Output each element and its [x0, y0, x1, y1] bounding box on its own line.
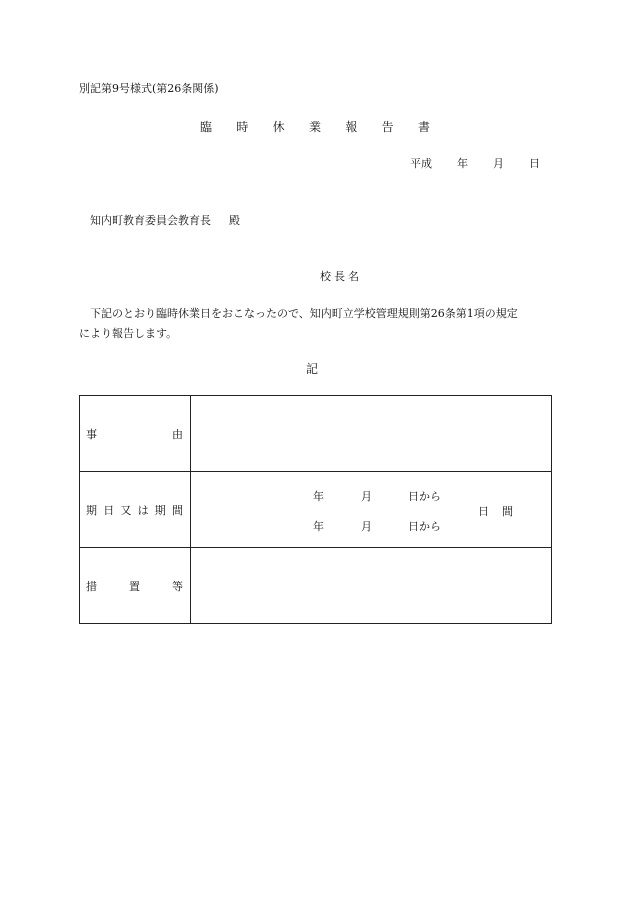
form-number: 別記第9号様式(第26条関係): [79, 82, 219, 95]
body-line-2: により報告します。: [79, 327, 178, 340]
table-row: [80, 548, 552, 624]
period-from: 日から: [408, 520, 441, 533]
date-year: 年: [457, 157, 468, 170]
period-month: 月: [361, 520, 372, 533]
period-year: 年: [313, 490, 324, 503]
date-line: [410, 155, 540, 171]
label-char: 期: [86, 503, 97, 517]
label-char: 措: [86, 579, 97, 593]
label-char: 由: [172, 427, 183, 441]
measures-label-cell: [80, 548, 191, 624]
label-char: 等: [172, 579, 183, 593]
principal-name-label: 校長名: [320, 270, 362, 283]
reason-label-cell: [80, 396, 191, 472]
body-text: [79, 304, 554, 344]
title-char: 告: [381, 120, 394, 134]
period-second-line: [313, 518, 441, 534]
title-char: 時: [236, 120, 249, 134]
reason-label: [80, 426, 190, 442]
table-row: [80, 472, 552, 548]
reason-value-cell[interactable]: [191, 396, 552, 472]
days-char: 間: [502, 505, 513, 518]
measures-value-cell[interactable]: [191, 548, 552, 624]
measures-label: [80, 578, 190, 594]
label-char: 事: [86, 427, 97, 441]
title-char: 休: [272, 120, 285, 134]
date-era: 平成: [410, 157, 432, 170]
document-title: [200, 118, 430, 135]
addressee-honorific: 殿: [229, 214, 240, 227]
date-month: 月: [493, 157, 504, 170]
period-label: [80, 502, 190, 518]
ki-heading: 記: [306, 362, 319, 376]
period-value-cell[interactable]: [191, 472, 552, 548]
period-days: [478, 503, 513, 519]
addressee-name: 知内町教育委員会教育長: [90, 214, 211, 227]
title-char: 臨: [200, 120, 213, 134]
label-char: は: [137, 503, 149, 517]
period-year: 年: [313, 520, 324, 533]
title-char: 報: [345, 120, 358, 134]
period-start-line: [313, 488, 441, 504]
days-char: 日: [478, 505, 489, 518]
label-char: 又: [120, 503, 132, 517]
addressee: [90, 212, 240, 228]
table-row: [80, 396, 552, 472]
period-label-cell: [80, 472, 191, 548]
title-char: 業: [308, 120, 321, 134]
label-char: 期: [154, 503, 166, 517]
report-table: [79, 395, 552, 624]
period-month: 月: [361, 490, 372, 503]
title-char: 書: [417, 120, 430, 134]
label-char: 日: [103, 503, 115, 517]
label-char: 間: [171, 503, 183, 517]
period-from: 日から: [408, 490, 441, 503]
date-day: 日: [529, 157, 540, 170]
body-line-1: 下記のとおり臨時休業日をおこなったので、知内町立学校管理規則第26条第1項の規定: [90, 307, 518, 320]
label-char: 置: [129, 579, 140, 593]
